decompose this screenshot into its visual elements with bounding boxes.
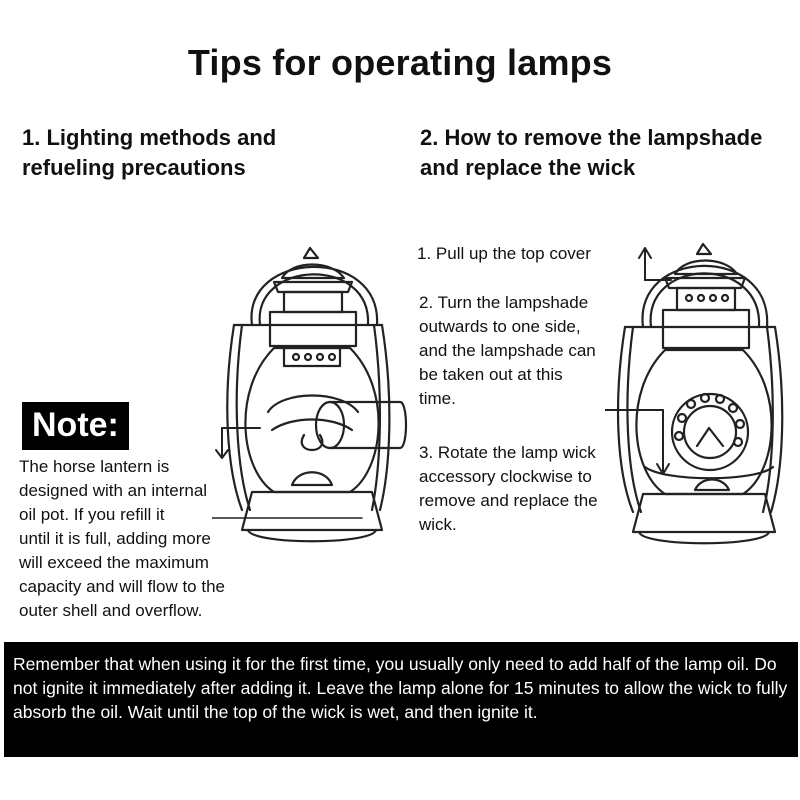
page-title: Tips for operating lamps <box>187 42 613 83</box>
step-2-text: 2. Turn the lampshade outwards to one side, and the lampshade can be taken out at this time. <box>419 293 596 408</box>
note-text: The horse lantern is designed with an internal oil pot. If you refill it until it is full, adding more will exceed the maximum capacity and will flow to the outer shell and overflow. <box>19 457 225 620</box>
section-heading-lampshade: 2. How to remove the lampshade and replace the wick <box>420 125 763 180</box>
section-heading-lighting: 1. Lighting methods and refueling precautions <box>22 125 277 180</box>
step-3-text: 3. Rotate the lamp wick accessory clockwise to remove and replace the wick. <box>419 443 598 534</box>
step-1-text: 1. Pull up the top cover <box>417 244 591 263</box>
first-use-reminder: Remember that when using it for the first time, you usually only need to add half of the lamp oil. Do not ignite it immediately after adding it. Leave the lamp alone for 15 minutes to allow the wick to fully absorb the oil. Wait until the top of the wick is wet, and then ignite it. <box>4 642 798 757</box>
note-label: Note: <box>22 402 129 450</box>
